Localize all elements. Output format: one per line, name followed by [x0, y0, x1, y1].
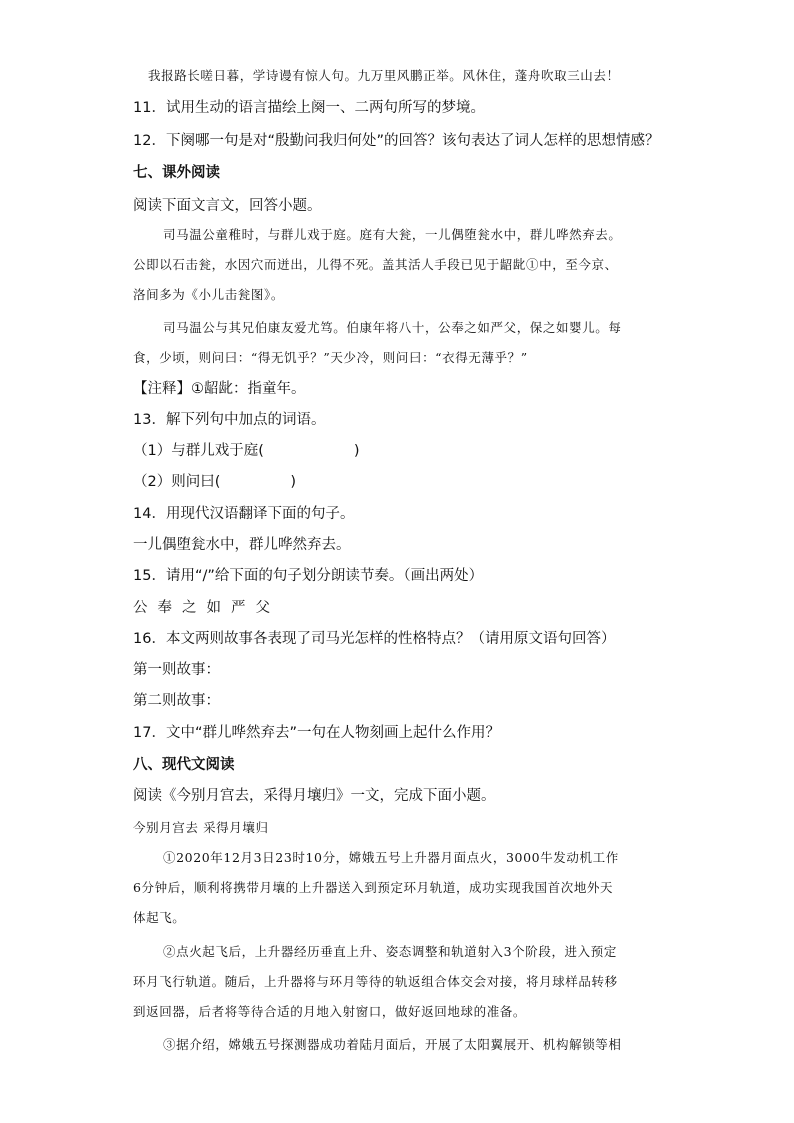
article-p2-line2: 环月飞行轨道。随后，上升器将与环月等待的轨返组合体交会对接，将月球样品转移 [133, 974, 618, 989]
section-7-intro: 阅读下面文言文，回答小题。 [133, 198, 322, 214]
article-p2-line3: 到返回器，后者将等待合适的月地入射窗口，做好返回地球的准备。 [133, 1004, 527, 1019]
article-p1-line2: 6分钟后，顺利将携带月壤的上升器送入到预定环月轨道，成功实现我国首次地外天 [133, 880, 614, 895]
question-14-sentence: 一儿偶堕瓮水中，群儿哗然弃去。 [133, 537, 351, 553]
question-12: 12．下阕哪一句是对“殷勤问我归何处”的回答？该句表达了词人怎样的思想情感？ [133, 133, 660, 149]
article-p1-line1: ①2020年12月3日23时10分，嫦娥五号上升器月面点火，3000牛发动机工作 [163, 850, 619, 865]
classical-p2-line2: 食，少顷，则问曰：“得无饥乎？”天少冷，则问曰：“衣得无薄乎？” [133, 350, 528, 365]
poem-line: 我报路长嗟日暮，学诗谩有惊人句。九万里风鹏正举。风休住，蓬舟吹取三山去！ [148, 68, 620, 83]
question-14: 14．用现代汉语翻译下面的句子。 [133, 506, 355, 522]
section-8-intro: 阅读《今别月宫去，采得月壤归》一文，完成下面小题。 [133, 788, 496, 804]
section-7-title: 七、课外阅读 [133, 165, 220, 181]
question-13-1 [133, 441, 360, 461]
question-16: 16．本文两则故事各表现了司马光怎样的性格特点？（请用原文语句回答） [133, 631, 616, 647]
close-paren: ) [353, 443, 360, 459]
question-13: 13．解下列句中加点的词语。 [133, 412, 326, 428]
section-8-title: 八、现代文阅读 [133, 757, 235, 773]
question-13-2-text: （2）则问曰( [133, 474, 221, 490]
article-p2-line1: ②点火起飞后，上升器经历垂直上升、姿态调整和轨道射入3个阶段，进入预定 [163, 944, 617, 959]
question-13-2 [133, 472, 296, 492]
annotation-note: 【注释】①龆龀：指童年。 [133, 381, 306, 397]
classical-p2-line1: 司马温公与其兄伯康友爱尤笃。伯康年将八十，公奉之如严父，保之如婴儿。每 [163, 320, 622, 335]
article-p1-line3: 体起飞。 [133, 910, 186, 925]
classical-p1-line1: 司马温公童稚时，与群儿戏于庭。庭有大瓮，一儿偶堕瓮水中，群儿哗然弃去。 [163, 227, 622, 242]
article-title: 今别月宫去 采得月壤归 [133, 820, 269, 835]
question-15: 15．请用“/”给下面的句子划分朗读节奏。（画出两处） [133, 568, 484, 584]
close-paren: ) [290, 474, 297, 490]
question-11: 11．试用生动的语言描绘上阕一、二两句所写的梦境。 [133, 100, 485, 116]
question-13-1-text: （1）与群儿戏于庭( [133, 443, 264, 459]
question-15-sentence: 公奉之如严父 [133, 600, 280, 616]
article-p3-line1: ③据介绍，嫦娥五号探测器成功着陆月面后，开展了太阳翼展开、机构解锁等相 [163, 1037, 622, 1052]
question-16-story-1: 第一则故事： [133, 662, 220, 678]
classical-p1-line3: 洛间多为《小儿击瓮图》。 [133, 287, 284, 302]
classical-p1-line2: 公即以石击瓮，水因穴而迸出，儿得不死。盖其活人手段已见于龆龀①中，至今京、 [133, 257, 618, 272]
question-17: 17．文中“群儿哗然弃去”一句在人物刻画上起什么作用？ [133, 725, 500, 741]
question-16-story-2: 第二则故事： [133, 693, 220, 709]
